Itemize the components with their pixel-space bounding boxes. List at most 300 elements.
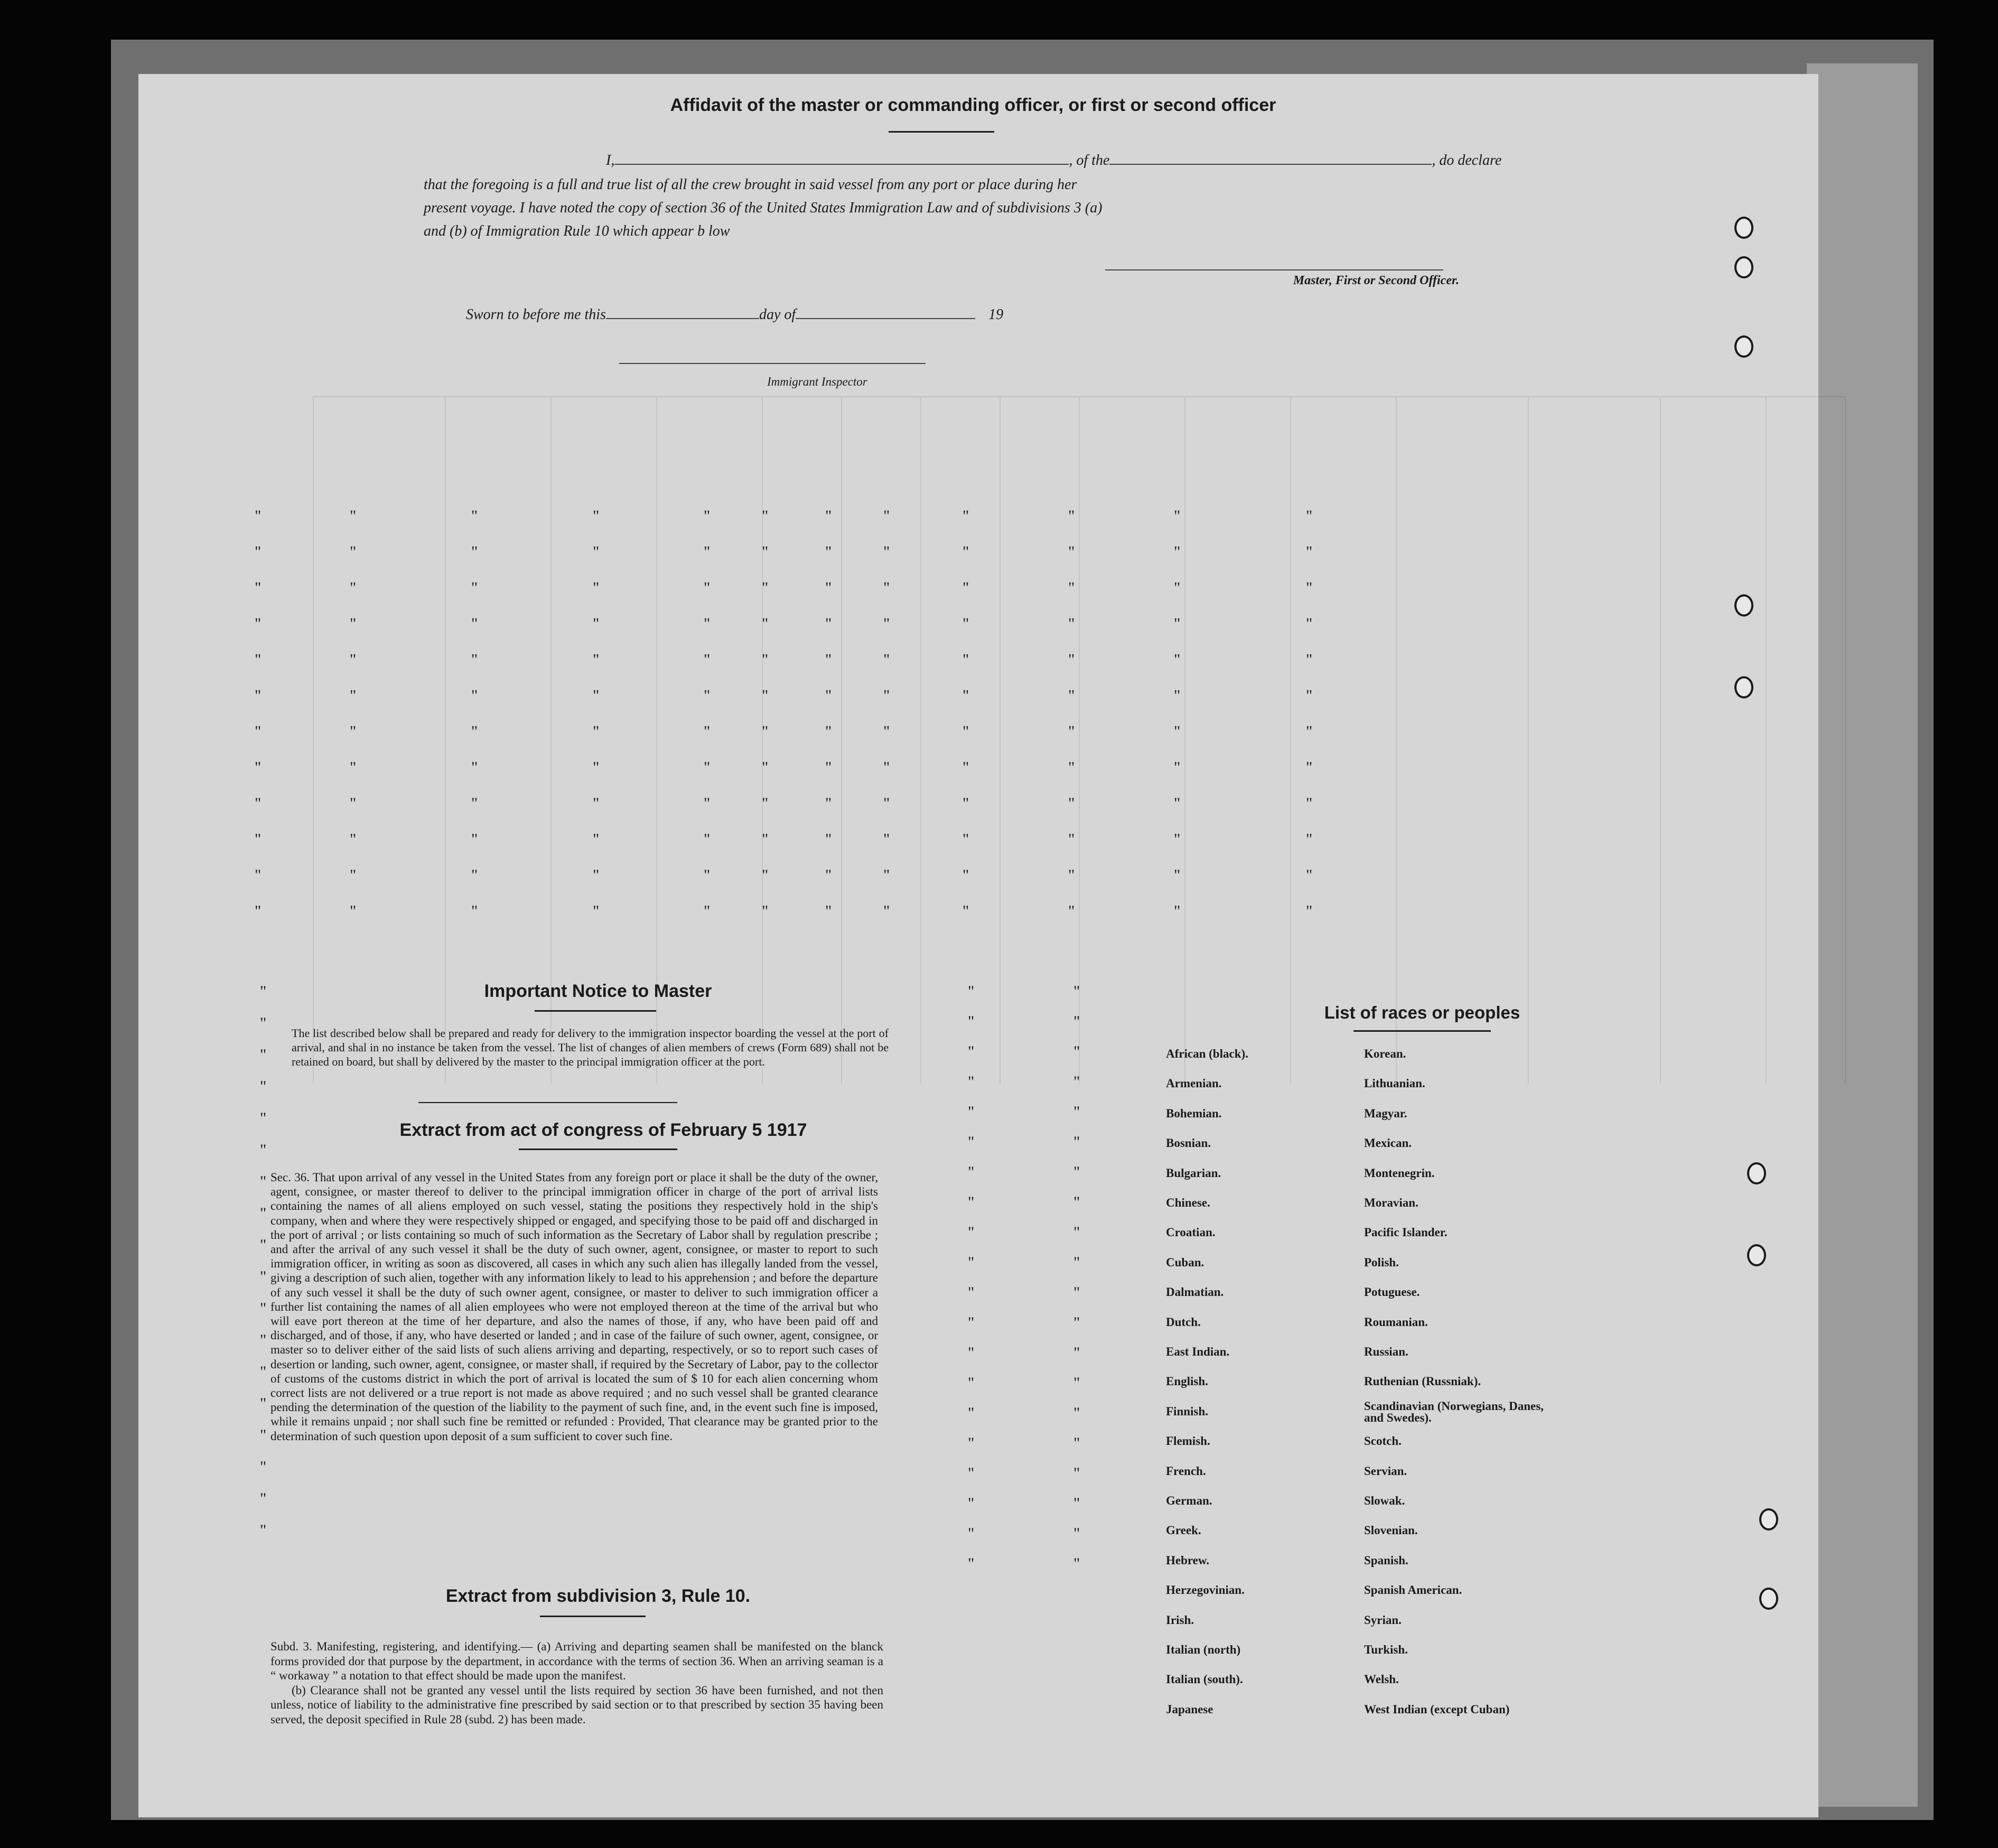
ditto-mark: " [963, 651, 969, 668]
ditto-mark: " [1073, 1013, 1080, 1030]
ditto-mark: " [260, 1236, 267, 1254]
extract-act-rule [519, 1149, 677, 1150]
ditto-mark: " [1073, 1464, 1080, 1482]
extract-rule-paragraph-b: (b) Clearance shall not be granted any vessel until the lists required by section 36 have been furnished, and not then unless, notice of liability to the administrative fine prescribed by said section or to that prescribed by section 35 having been served, the deposit specified in Rule 28 (subd. 2) has been made. [270, 1683, 883, 1726]
race-item: Chinese. [1166, 1196, 1210, 1209]
race-item: Potuguese. [1364, 1285, 1420, 1299]
name-blank[interactable] [614, 158, 1069, 165]
ditto-mark: " [255, 543, 262, 561]
extract-rule-paragraph-a: Subd. 3. Manifesting, registering, and identifying.— (a) Arriving and departing seamen shall be manifested on the blanck forms provided dor that purpose by the department, in accordance with the terms of section 36. When an arriving seaman is a “ workaway ” a notation to that effect should be made upon the manifest. [270, 1640, 883, 1682]
ghost-column-line [1079, 397, 1080, 1084]
ditto-mark: " [471, 615, 478, 632]
race-item: Lithuanian. [1364, 1077, 1425, 1090]
ditto-mark: " [968, 1284, 975, 1301]
ditto-mark: " [825, 723, 832, 740]
ditto-mark: " [825, 507, 832, 525]
ditto-mark: " [1073, 1555, 1080, 1572]
ditto-mark: " [825, 615, 832, 632]
ditto-mark: " [255, 579, 262, 596]
ditto-mark: " [1073, 1193, 1080, 1211]
ditto-mark: " [1073, 1043, 1080, 1060]
ditto-mark: " [260, 983, 267, 1000]
ditto-mark: " [260, 1205, 267, 1222]
ditto-mark: " [350, 866, 357, 884]
signature-label: Master, First or Second Officer. [1293, 274, 1459, 287]
ditto-mark: " [1306, 866, 1313, 884]
ditto-mark: " [260, 1458, 267, 1476]
ditto-mark: " [1073, 1103, 1080, 1121]
ditto-mark: " [762, 902, 769, 920]
notice-title-rule [535, 1010, 656, 1012]
ditto-mark: " [350, 615, 357, 632]
race-item: Italian (south). [1166, 1673, 1243, 1686]
ghost-column-line [1528, 397, 1529, 1084]
race-item: Japanese [1166, 1702, 1213, 1716]
extract-act-title: Extract from act of congress of February 5 1917 [399, 1120, 807, 1140]
ditto-mark: " [762, 615, 769, 632]
ghost-column-line [1290, 397, 1291, 1084]
ditto-mark: " [1073, 1495, 1080, 1512]
ditto-mark: " [704, 543, 711, 561]
race-item: Polish. [1364, 1255, 1399, 1269]
punch-hole [1734, 256, 1753, 278]
ditto-mark: " [260, 1078, 267, 1095]
ditto-mark: " [963, 759, 969, 776]
ditto-mark: " [968, 1163, 975, 1181]
ditto-mark: " [1073, 1314, 1080, 1331]
ghost-column-line [920, 397, 921, 1084]
ditto-mark: " [260, 1141, 267, 1159]
race-item: Welsh. [1364, 1673, 1399, 1686]
ditto-mark: " [593, 830, 600, 848]
race-item: West Indian (except Cuban) [1364, 1702, 1510, 1716]
ditto-mark: " [1306, 830, 1313, 848]
ditto-mark: " [968, 1043, 975, 1060]
race-item: Spanish. [1364, 1553, 1408, 1567]
ditto-mark: " [1174, 687, 1181, 704]
ditto-mark: " [1174, 507, 1181, 525]
race-item: Russian. [1364, 1345, 1408, 1358]
ditto-mark: " [968, 1103, 975, 1121]
punch-hole [1747, 1162, 1766, 1184]
ditto-mark: " [883, 723, 890, 740]
ditto-mark: " [1073, 1374, 1080, 1392]
ditto-mark: " [968, 983, 975, 1000]
extract-act-text: Sec. 36. That upon arrival of any vessel in the United States from any foreign port or place it shall be the duty of the owner, agent, consignee, or master thereof to deliver to the principal immigration officer in charge of the port of arrival lists containing the names of all aliens employed on such vessel, stating the positions they respectively hold in the ship's company, when and where they were respectively shipped or engaged, and specifying those to be paid off and discharged in the port of arrival ; or lists containing so much of such information as the Secretary of Labor shall by regulation prescribe ; and after the arrival of any such vessel it shall be the duty of such owner, agent, consignee, or master to report to such immigration officer, in writing as soon as discovered, all cases in which any such alien has illegally landed from the vessel, giving a description of such alien, together with any information likely to lead to his apprehension ; and before the departure of any such vessel it shall be the duty of such owner agent, consignee, or master to deliver to such immigration officer a further list containing the names of all alien employees who were not employed thereon at the time of the arrival but who will eave port thereon at the time of her departure, and also the names of those, if any, who have been paid off and discharged, and of those, if any, who have deserted or landed ; and in case of the failure of such owner, agent, consignee, or master so to deliver either of the said lists of such aliens arriving and departing, respectively, or so to report such cases of desertion or landing, such owner, agent, consignee, or master shall, if required by the Secretary of Labor, pay to the collector of customs of the customs district in which the port of arrival is located the sum of $ 10 for each alien concerning whom correct lists are not delivered or a true report is not made as above required ; and no such vessel shall be granted clearance pending the determination of the question of the liability to the payment of such fine, and, in the event such fine is imposed, while it remains unpaid ; nor shall such fine be remitted or refunded : Provided, That clearance may be granted prior to the determination of such question upon deposit of a sum sufficient to cover such fine. [270, 1171, 878, 1443]
ditto-mark: " [350, 687, 357, 704]
ditto-mark: " [704, 615, 711, 632]
ditto-mark: " [471, 723, 478, 740]
ditto-mark: " [883, 830, 890, 848]
ditto-mark: " [1174, 723, 1181, 740]
ditto-mark: " [704, 866, 711, 884]
ditto-mark: " [1073, 1344, 1080, 1361]
ditto-mark: " [1068, 687, 1075, 704]
ditto-mark: " [1306, 902, 1313, 920]
ditto-mark: " [1174, 759, 1181, 776]
ditto-mark: " [1068, 902, 1075, 920]
ditto-mark: " [968, 1525, 975, 1542]
affidavit-declare-label: , do declare [1432, 152, 1502, 169]
race-item: East Indian. [1166, 1345, 1230, 1358]
race-item: Mexican. [1364, 1136, 1412, 1150]
ditto-mark: " [1306, 759, 1313, 776]
ditto-mark: " [1174, 795, 1181, 812]
ditto-mark: " [1073, 1073, 1080, 1090]
ditto-mark: " [704, 902, 711, 920]
signature-line[interactable] [1105, 269, 1443, 270]
ditto-mark: " [1073, 1254, 1080, 1271]
races-title-rule [1353, 1030, 1491, 1032]
ditto-mark: " [1174, 615, 1181, 632]
race-item: Spanish American. [1364, 1583, 1462, 1597]
ditto-mark: " [825, 902, 832, 920]
ditto-mark: " [825, 543, 832, 561]
ditto-mark: " [471, 507, 478, 525]
ditto-mark: " [593, 507, 600, 525]
race-item: Herzegovinian. [1166, 1583, 1245, 1597]
ditto-mark: " [968, 1254, 975, 1271]
race-item: Irish. [1166, 1613, 1194, 1627]
sworn-prefix: Sworn to before me this [466, 306, 606, 323]
sworn-line [466, 306, 1003, 323]
ditto-mark: " [1068, 615, 1075, 632]
ditto-mark: " [471, 579, 478, 596]
ditto-mark: " [255, 830, 262, 848]
extract-rule-title: Extract from subdivision 3, Rule 10. [445, 1586, 751, 1606]
ditto-mark: " [593, 759, 600, 776]
extract-rule-rule [540, 1616, 646, 1617]
ditto-mark: " [255, 902, 262, 920]
ditto-mark: " [1068, 507, 1075, 525]
race-item: Roumanian. [1364, 1315, 1428, 1329]
sworn-day-of: day of [759, 306, 796, 323]
ditto-mark: " [593, 687, 600, 704]
ditto-mark: " [1306, 651, 1313, 668]
race-item: Ruthenian (Russniak). [1364, 1375, 1481, 1388]
ditto-mark: " [968, 1073, 975, 1090]
ditto-mark: " [471, 830, 478, 848]
ditto-mark: " [255, 615, 262, 632]
race-item: Cuban. [1166, 1255, 1205, 1269]
ditto-mark: " [968, 1344, 975, 1361]
ditto-mark: " [1174, 902, 1181, 920]
ditto-mark: " [1306, 687, 1313, 704]
ditto-mark: " [883, 759, 890, 776]
ditto-mark: " [350, 759, 357, 776]
vessel-blank[interactable] [1109, 158, 1432, 165]
ditto-mark: " [350, 507, 357, 525]
race-item: Scandinavian (Norwegians, Danes, and Swedes). [1364, 1399, 1544, 1424]
race-item: Armenian. [1166, 1077, 1222, 1090]
races-title: List of races or peoples [1324, 1003, 1520, 1022]
ditto-mark: " [968, 1013, 975, 1030]
ditto-mark: " [260, 1363, 267, 1380]
ditto-mark: " [825, 866, 832, 884]
race-item: African (black). [1166, 1047, 1248, 1060]
race-item: Bulgarian. [1166, 1166, 1221, 1180]
ditto-mark: " [968, 1314, 975, 1331]
ditto-mark: " [350, 723, 357, 740]
race-item: Bosnian. [1166, 1136, 1211, 1150]
ditto-mark: " [471, 795, 478, 812]
race-item: Greek. [1166, 1524, 1201, 1537]
punch-hole [1747, 1244, 1766, 1266]
ditto-mark: " [1073, 1163, 1080, 1181]
ghost-column-line [1660, 397, 1661, 1084]
ditto-mark: " [762, 543, 769, 561]
ditto-mark: " [1068, 866, 1075, 884]
punch-hole [1734, 594, 1753, 617]
ditto-mark: " [1068, 723, 1075, 740]
ditto-mark: " [1068, 830, 1075, 848]
notice-title: Important Notice to Master [484, 981, 712, 1001]
race-item: English. [1166, 1375, 1208, 1388]
ditto-mark: " [593, 651, 600, 668]
race-item: Turkish. [1364, 1643, 1408, 1656]
race-item: Scotch. [1364, 1434, 1402, 1448]
ghost-column-line [1000, 397, 1001, 1084]
ditto-mark: " [883, 615, 890, 632]
ditto-mark: " [968, 1374, 975, 1392]
ditto-mark: " [762, 579, 769, 596]
race-item: Korean. [1364, 1047, 1406, 1060]
ghost-column-line [1766, 397, 1767, 1084]
ditto-mark: " [255, 759, 262, 776]
ditto-mark: " [883, 866, 890, 884]
punch-hole [1734, 217, 1753, 239]
ditto-mark: " [593, 615, 600, 632]
ditto-mark: " [255, 687, 262, 704]
ditto-mark: " [704, 651, 711, 668]
affidavit-line-3: present voyage. I have noted the copy of section 36 of the United States Immigration Law and of subdivisions 3 (a) [424, 200, 1103, 216]
ditto-mark: " [1073, 1434, 1080, 1452]
ditto-mark: " [260, 1173, 267, 1190]
race-item: German. [1166, 1494, 1212, 1507]
ghost-column-line [1396, 397, 1397, 1084]
race-item: Syrian. [1364, 1613, 1402, 1627]
ghost-column-line [313, 397, 314, 1084]
ditto-mark: " [1073, 983, 1080, 1000]
race-item: Hebrew. [1166, 1553, 1209, 1567]
ditto-mark: " [1306, 507, 1313, 525]
race-item: Pacific Islander. [1364, 1226, 1448, 1239]
affidavit-i-label: I, [606, 152, 615, 169]
ditto-mark: " [762, 866, 769, 884]
ditto-mark: " [1306, 615, 1313, 632]
race-item: Magyar. [1364, 1106, 1407, 1120]
ditto-mark: " [704, 687, 711, 704]
ditto-mark: " [1174, 651, 1181, 668]
notice-divider [418, 1102, 677, 1103]
ditto-mark: " [593, 579, 600, 596]
ditto-mark: " [350, 830, 357, 848]
ditto-mark: " [350, 795, 357, 812]
ditto-mark: " [968, 1555, 975, 1572]
ditto-mark: " [350, 902, 357, 920]
sworn-month-blank[interactable] [796, 313, 975, 319]
ditto-mark: " [593, 902, 600, 920]
ditto-mark: " [255, 795, 262, 812]
ditto-mark: " [762, 830, 769, 848]
ditto-mark: " [968, 1133, 975, 1151]
race-item: Dalmatian. [1166, 1285, 1224, 1299]
ditto-mark: " [1174, 543, 1181, 561]
ditto-mark: " [471, 866, 478, 884]
ditto-mark: " [963, 830, 969, 848]
ditto-mark: " [968, 1224, 975, 1241]
ditto-mark: " [968, 1495, 975, 1512]
ditto-mark: " [762, 651, 769, 668]
ditto-mark: " [593, 543, 600, 561]
notice-text: The list described below shall be prepared and ready for delivery to the immigration inspector boarding the vessel at the port of arrival, and shal in no instance be taken from the vessel. The list of changes of alien members of crews (Form 689) shall not be retained on board, but shall by delivered by the master to the principal immigration officer at the port. [292, 1026, 889, 1068]
ditto-mark: " [471, 543, 478, 561]
ditto-mark: " [1306, 795, 1313, 812]
ditto-mark: " [1068, 759, 1075, 776]
race-item: Moravian. [1364, 1196, 1418, 1209]
affidavit-of-the-label: , of the [1069, 152, 1110, 169]
ditto-mark: " [593, 866, 600, 884]
ditto-mark: " [762, 687, 769, 704]
race-item: Finnish. [1166, 1404, 1208, 1418]
ditto-mark: " [883, 795, 890, 812]
ditto-mark: " [260, 1014, 267, 1032]
ditto-mark: " [825, 795, 832, 812]
ditto-mark: " [825, 830, 832, 848]
race-item: Slovenian. [1364, 1524, 1418, 1537]
ditto-mark: " [350, 579, 357, 596]
ditto-mark: " [1306, 723, 1313, 740]
ditto-mark: " [260, 1522, 267, 1539]
race-item: Italian (north) [1166, 1643, 1241, 1656]
ditto-mark: " [883, 651, 890, 668]
punch-hole [1734, 335, 1753, 358]
ditto-mark: " [704, 579, 711, 596]
race-item: Slowak. [1364, 1494, 1405, 1507]
inspector-signature-line[interactable] [619, 363, 926, 364]
ditto-mark: " [883, 543, 890, 561]
ditto-mark: " [255, 507, 262, 525]
ditto-mark: " [963, 902, 969, 920]
ditto-mark: " [968, 1193, 975, 1211]
ditto-mark: " [593, 723, 600, 740]
ditto-mark: " [963, 687, 969, 704]
ditto-mark: " [704, 795, 711, 812]
ditto-mark: " [1073, 1404, 1080, 1422]
ditto-mark: " [255, 651, 262, 668]
ditto-mark: " [260, 1426, 267, 1444]
race-item: Dutch. [1166, 1315, 1201, 1329]
ditto-mark: " [704, 723, 711, 740]
sworn-year: 19 [988, 306, 1004, 323]
punch-hole [1734, 676, 1753, 698]
ditto-mark: " [968, 1404, 975, 1422]
ditto-mark: " [1174, 579, 1181, 596]
extract-rule-text [270, 1639, 883, 1726]
ditto-mark: " [762, 759, 769, 776]
ditto-mark: " [825, 687, 832, 704]
ditto-mark: " [260, 1395, 267, 1412]
sworn-day-blank[interactable] [606, 313, 759, 319]
ditto-mark: " [883, 687, 890, 704]
ditto-mark: " [963, 507, 969, 525]
ditto-mark: " [1073, 1284, 1080, 1301]
ditto-mark: " [762, 507, 769, 525]
ditto-mark: " [1073, 1224, 1080, 1241]
race-item: Croatian. [1166, 1226, 1216, 1239]
ditto-mark: " [260, 1300, 267, 1317]
ditto-mark: " [260, 1490, 267, 1507]
ditto-mark: " [1306, 543, 1313, 561]
ghost-column-line [841, 397, 842, 1084]
ditto-mark: " [883, 507, 890, 525]
ditto-mark: " [704, 830, 711, 848]
ditto-mark: " [762, 723, 769, 740]
ditto-mark: " [963, 723, 969, 740]
affidavit-line-4: and (b) of Immigration Rule 10 which appear b low [424, 223, 730, 239]
ditto-mark: " [255, 723, 262, 740]
ditto-mark: " [825, 759, 832, 776]
affidavit-line-2: that the foregoing is a full and true list of all the crew brought in said vessel from any port or place during her [424, 176, 1077, 193]
inspector-label: Immigrant Inspector [767, 375, 867, 388]
ghost-column-line [1184, 397, 1185, 1084]
ditto-mark: " [471, 759, 478, 776]
ditto-mark: " [1306, 579, 1313, 596]
ditto-mark: " [883, 579, 890, 596]
race-item: Servian. [1364, 1464, 1407, 1478]
ditto-mark: " [1174, 866, 1181, 884]
ditto-mark: " [471, 651, 478, 668]
ditto-mark: " [1068, 543, 1075, 561]
ditto-mark: " [704, 759, 711, 776]
ditto-mark: " [1068, 579, 1075, 596]
ditto-mark: " [260, 1331, 267, 1349]
ditto-mark: " [260, 1109, 267, 1127]
ditto-mark: " [1068, 795, 1075, 812]
punch-hole [1759, 1588, 1778, 1610]
punch-hole [1759, 1508, 1778, 1530]
ditto-mark: " [963, 615, 969, 632]
ditto-mark: " [260, 1268, 267, 1285]
ditto-mark: " [963, 579, 969, 596]
ditto-mark: " [968, 1434, 975, 1452]
ditto-mark: " [825, 579, 832, 596]
ditto-mark: " [963, 866, 969, 884]
ditto-mark: " [255, 866, 262, 884]
race-item: Montenegrin. [1364, 1166, 1435, 1180]
race-item: Bohemian. [1166, 1106, 1222, 1120]
document-page [138, 74, 1818, 1817]
ditto-mark: " [1073, 1133, 1080, 1151]
ditto-mark: " [1073, 1525, 1080, 1542]
ghost-column-line [1845, 397, 1846, 1084]
ditto-mark: " [883, 902, 890, 920]
ditto-mark: " [704, 507, 711, 525]
affidavit-title-rule [889, 131, 994, 133]
ditto-mark: " [1068, 651, 1075, 668]
ditto-mark: " [471, 687, 478, 704]
race-item: Flemish. [1166, 1434, 1210, 1448]
ditto-mark: " [350, 543, 357, 561]
ditto-mark: " [1174, 830, 1181, 848]
ditto-mark: " [260, 1046, 267, 1063]
ditto-mark: " [350, 651, 357, 668]
affidavit-line-1 [424, 152, 1502, 169]
ditto-mark: " [825, 651, 832, 668]
ditto-mark: " [963, 543, 969, 561]
race-item: French. [1166, 1464, 1206, 1478]
affidavit-title: Affidavit of the master or commanding officer, or first or second officer [670, 95, 1276, 115]
